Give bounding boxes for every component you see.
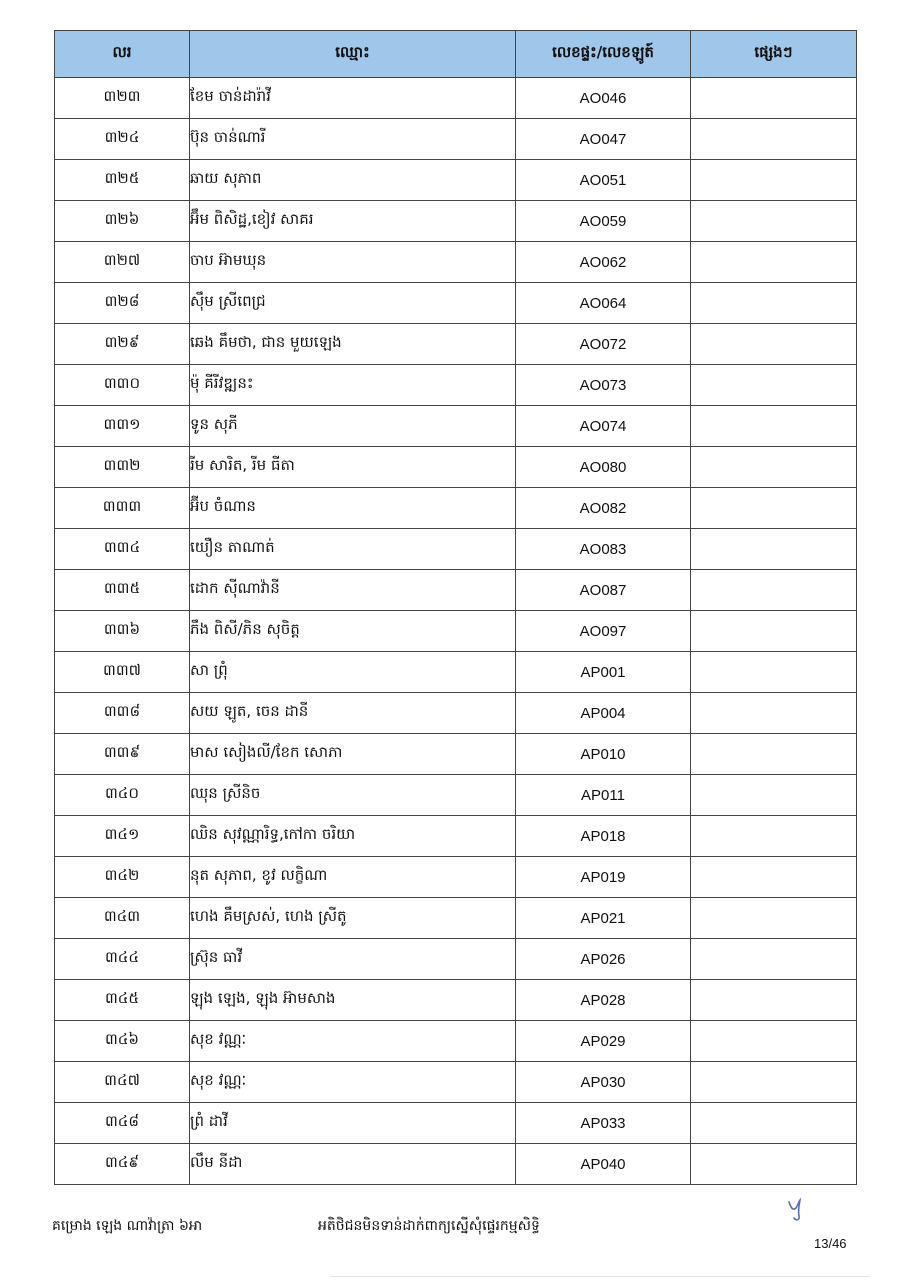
table-row — [55, 693, 857, 734]
row-house-lot: AP040 — [516, 1144, 691, 1185]
header-other: ផ្សេងៗ — [691, 31, 857, 78]
row-house-lot: AO080 — [516, 447, 691, 488]
table-header — [55, 31, 857, 78]
table-row — [55, 283, 857, 324]
row-other — [691, 570, 857, 611]
row-name: ចាប អ៊ាមឃុន — [190, 242, 516, 283]
row-house-lot: AO072 — [516, 324, 691, 365]
row-name: ដោក ស៊ីណាវ៉ានី — [190, 570, 516, 611]
table-row — [55, 1021, 857, 1062]
row-name: ប៊ុន ចាន់ណារី — [190, 119, 516, 160]
row-name: លឹម នីដា — [190, 1144, 516, 1185]
row-number: ៣២៦ — [55, 201, 190, 242]
row-name: ខែម ចាន់ដារ៉ាវី — [190, 78, 516, 119]
row-number: ៣៤៤ — [55, 939, 190, 980]
table-row — [55, 119, 857, 160]
row-house-lot: AP029 — [516, 1021, 691, 1062]
table-row — [55, 775, 857, 816]
row-house-lot: AP010 — [516, 734, 691, 775]
row-other — [691, 119, 857, 160]
table-row — [55, 160, 857, 201]
row-other — [691, 652, 857, 693]
row-name: ទូន សុភី — [190, 406, 516, 447]
row-other — [691, 693, 857, 734]
row-number: ៣២៨ — [55, 283, 190, 324]
row-other — [691, 939, 857, 980]
table-row — [55, 1144, 857, 1185]
header-house-lot: លេខផ្ទះ/លេខឡូត៍ — [516, 31, 691, 78]
row-house-lot: AP004 — [516, 693, 691, 734]
row-number: ៣៣៦ — [55, 611, 190, 652]
row-number: ៣៣០ — [55, 365, 190, 406]
row-other — [691, 1103, 857, 1144]
table-row — [55, 980, 857, 1021]
row-number: ៣៣៣ — [55, 488, 190, 529]
header-row — [55, 31, 857, 78]
row-number: ៣៣៩ — [55, 734, 190, 775]
row-number: ៣៣១ — [55, 406, 190, 447]
row-house-lot: AO059 — [516, 201, 691, 242]
row-name: ព្រំ ដាវី — [190, 1103, 516, 1144]
row-house-lot: AO087 — [516, 570, 691, 611]
row-other — [691, 611, 857, 652]
row-name: អ៊ឹម ពិសិដ្ឋ,ខៀវ សាគរ — [190, 201, 516, 242]
row-name: រីម សារិត, រីម ធីតា — [190, 447, 516, 488]
table-row — [55, 734, 857, 775]
row-other — [691, 160, 857, 201]
row-house-lot: AP021 — [516, 898, 691, 939]
table-row — [55, 447, 857, 488]
table-row — [55, 406, 857, 447]
row-other — [691, 857, 857, 898]
row-name: ឆាយ សុភាព — [190, 160, 516, 201]
customer-table — [54, 30, 857, 1185]
row-house-lot: AO062 — [516, 242, 691, 283]
table-row — [55, 611, 857, 652]
table-row — [55, 570, 857, 611]
row-number: ៣៣៧ — [55, 652, 190, 693]
row-number: ៣៤០ — [55, 775, 190, 816]
row-house-lot: AO082 — [516, 488, 691, 529]
row-number: ៣២៧ — [55, 242, 190, 283]
row-other — [691, 324, 857, 365]
row-house-lot: AO046 — [516, 78, 691, 119]
row-number: ៣៤៥ — [55, 980, 190, 1021]
row-name: មាស សៀងលី/ខែក សោភា — [190, 734, 516, 775]
row-other — [691, 488, 857, 529]
row-house-lot: AO097 — [516, 611, 691, 652]
scan-edge-line — [330, 1276, 870, 1277]
row-other — [691, 1144, 857, 1185]
table-row — [55, 857, 857, 898]
row-name: សយ ឡូត, ចេន ដានី — [190, 693, 516, 734]
row-house-lot: AO083 — [516, 529, 691, 570]
row-name: ស្រ៊ុន ធាវី — [190, 939, 516, 980]
row-number: ៣៤៦ — [55, 1021, 190, 1062]
row-other — [691, 447, 857, 488]
row-other — [691, 201, 857, 242]
row-number: ៣៣៤ — [55, 529, 190, 570]
row-name: ស៊ឹម ស្រីពេជ្រ — [190, 283, 516, 324]
table-body — [55, 78, 857, 1185]
row-other — [691, 816, 857, 857]
row-house-lot: AO074 — [516, 406, 691, 447]
table-row — [55, 78, 857, 119]
row-name: នុត សុភាព, ខូវ លក្ខិណា — [190, 857, 516, 898]
table-row — [55, 201, 857, 242]
row-house-lot: AO073 — [516, 365, 691, 406]
footer-title: អតិថិជនមិនទាន់ដាក់ពាក្យស្នើសុំផ្ទេរកម្មសិទ្ធិ — [318, 1218, 540, 1234]
footer-project: គម្រោង ឡេង ណាវ៉ាត្រា ៦អា — [52, 1218, 203, 1234]
row-other — [691, 78, 857, 119]
row-number: ៣៤៣ — [55, 898, 190, 939]
row-house-lot: AP030 — [516, 1062, 691, 1103]
row-other — [691, 283, 857, 324]
row-number: ៣៤៧ — [55, 1062, 190, 1103]
header-number: លរ — [55, 31, 190, 78]
row-house-lot: AO064 — [516, 283, 691, 324]
table-row — [55, 242, 857, 283]
row-other — [691, 1021, 857, 1062]
row-other — [691, 734, 857, 775]
table-row — [55, 1103, 857, 1144]
row-house-lot: AP026 — [516, 939, 691, 980]
row-number: ៣២៤ — [55, 119, 190, 160]
table-row — [55, 324, 857, 365]
row-other — [691, 775, 857, 816]
row-other — [691, 1062, 857, 1103]
row-house-lot: AP019 — [516, 857, 691, 898]
row-name: សុខ វណ្ណៈ — [190, 1021, 516, 1062]
row-number: ៣៣២ — [55, 447, 190, 488]
row-other — [691, 242, 857, 283]
row-name: អ៊ីប ចំណាន — [190, 488, 516, 529]
row-name: សា ព្រុំ — [190, 652, 516, 693]
row-name: ឡុង ឡេង, ឡុង អ៊ាមសាង — [190, 980, 516, 1021]
row-name: ឈិន សុវណ្ណារិទ្ធ,កៅកា ចរិយា — [190, 816, 516, 857]
row-number: ៣៤១ — [55, 816, 190, 857]
row-name: ឈុន ស្រីនិច — [190, 775, 516, 816]
row-number: ៣២៣ — [55, 78, 190, 119]
row-house-lot: AP033 — [516, 1103, 691, 1144]
table-row — [55, 898, 857, 939]
row-name: ហេង គឹមស្រស់, ហេង ស្រីតូ — [190, 898, 516, 939]
row-number: ៣៤៩ — [55, 1144, 190, 1185]
table-row — [55, 816, 857, 857]
table-row — [55, 365, 857, 406]
handwritten-initial-icon — [786, 1196, 808, 1222]
row-name: ឆេង គឹមថា, ជាន មួយឡេង — [190, 324, 516, 365]
row-other — [691, 365, 857, 406]
row-number: ៣៤៨ — [55, 1103, 190, 1144]
table-row — [55, 529, 857, 570]
table-row — [55, 1062, 857, 1103]
row-name: ភឹង ពិសី/ភិន សុចិត្ត — [190, 611, 516, 652]
row-number: ៣២៩ — [55, 324, 190, 365]
row-other — [691, 529, 857, 570]
row-name: ម៉ុ គីរីវឌ្ឍនះ — [190, 365, 516, 406]
row-number: ៣៣៨ — [55, 693, 190, 734]
row-number: ៣៣៥ — [55, 570, 190, 611]
row-name: យឿន តាណាត់ — [190, 529, 516, 570]
table-row — [55, 939, 857, 980]
table-row — [55, 652, 857, 693]
header-name: ឈ្មោះ — [190, 31, 516, 78]
row-house-lot: AP001 — [516, 652, 691, 693]
row-other — [691, 980, 857, 1021]
row-house-lot: AP018 — [516, 816, 691, 857]
page-number: 13/46 — [814, 1236, 847, 1251]
row-house-lot: AP028 — [516, 980, 691, 1021]
row-number: ៣២៥ — [55, 160, 190, 201]
row-house-lot: AO051 — [516, 160, 691, 201]
row-number: ៣៤២ — [55, 857, 190, 898]
row-other — [691, 898, 857, 939]
row-name: សុខ វណ្ណៈ — [190, 1062, 516, 1103]
table-row — [55, 488, 857, 529]
row-house-lot: AP011 — [516, 775, 691, 816]
row-other — [691, 406, 857, 447]
row-house-lot: AO047 — [516, 119, 691, 160]
